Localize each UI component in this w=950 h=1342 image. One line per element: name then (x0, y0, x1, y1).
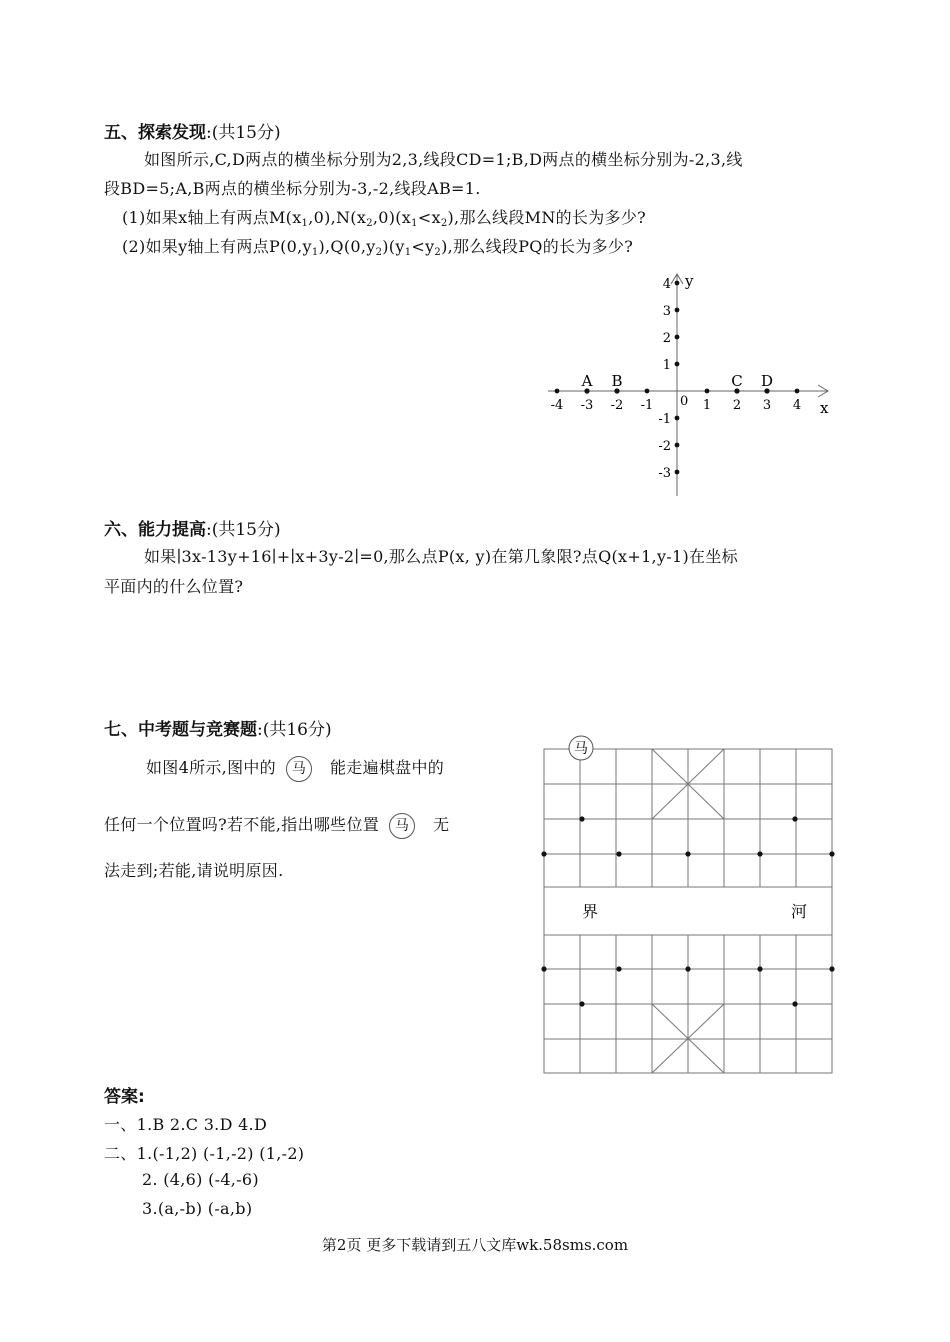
y-tick-label: 4 (662, 277, 671, 292)
y-tick-dot (675, 470, 680, 475)
q1-sub: 1 (411, 218, 418, 229)
x-tick-dot (555, 389, 560, 394)
y-tick-dot (675, 443, 680, 448)
section7-text: 任何一个位置吗?若不能,指出哪些位置 (104, 815, 380, 834)
page-footer: 第2页 更多下载请到五八文库wk.58sms.com (321, 1236, 629, 1254)
q1-sub: 2 (366, 218, 373, 229)
section6-title: 六、能力提高 (104, 520, 206, 540)
q1-sub: 1 (301, 218, 309, 229)
answers-title: 答案: (104, 1087, 145, 1107)
x-tick-label: -1 (640, 398, 654, 413)
x-tick-label: 2 (732, 398, 742, 413)
q1-part: <x (417, 208, 441, 227)
section7-title: 七、中考题与竞赛题 (104, 720, 257, 740)
point-label-b: B (611, 372, 623, 390)
q1-sub: 2 (440, 218, 448, 229)
y-tick-label: 1 (662, 358, 671, 373)
x-tick-dot (705, 389, 710, 394)
x-tick-dot (795, 389, 800, 394)
marker-dot (757, 851, 762, 856)
marker-dot (579, 816, 584, 821)
answers-line3: 2. (4,6) (-4,-6) (142, 1170, 259, 1189)
section6-points: :(共15分) (206, 520, 281, 540)
y-ticks (658, 277, 679, 481)
y-tick-dot (675, 281, 680, 286)
y-tick-dot (675, 362, 680, 367)
section5-question1 (122, 205, 646, 228)
q1-part: ),那么线段MN的长为多少? (447, 208, 647, 227)
coordinate-figure (540, 268, 840, 504)
marker-dot (792, 816, 797, 821)
marker-dot (685, 966, 690, 971)
section6-line1: 如果∣3x-13y+16∣+∣x+3y-2∣=0,那么点P(x, y)在第几象限?点Q(x+1,y-1)在坐标 (144, 547, 738, 566)
answers-line4: 3.(a,-b) (-a,b) (142, 1199, 253, 1218)
section5-question2 (122, 234, 633, 257)
origin-label: 0 (680, 394, 689, 409)
q2-part: )(y (382, 237, 405, 256)
section7-points: :(共16分) (257, 720, 332, 740)
q2-sub: 2 (375, 247, 383, 258)
horse-piece-icon: 马 (286, 756, 312, 782)
marker-dot (616, 851, 621, 856)
section6-line2: 平面内的什么位置? (104, 577, 244, 596)
x-axis-label: x (820, 399, 829, 417)
section7-line2 (104, 812, 449, 839)
x-tick-dot (645, 389, 650, 394)
marker-dot (792, 1001, 797, 1006)
horse-piece-icon: 马 (389, 813, 415, 839)
x-tick-label: 3 (762, 398, 772, 413)
q1-part: (1)如果x轴上有两点M(x (122, 208, 302, 227)
y-tick-dot (675, 416, 680, 421)
marker-dot (829, 966, 834, 971)
section7-text: 无 (433, 815, 450, 834)
river-label-left: 界 (581, 902, 599, 921)
q2-sub: 1 (404, 247, 412, 258)
y-axis-label: y (685, 272, 694, 290)
y-tick-dot (675, 308, 680, 313)
section7-text: 能走遍棋盘中的 (329, 758, 445, 777)
q2-part: ),那么线段PQ的长为多少? (441, 237, 634, 256)
q2-sub: 1 (311, 247, 319, 258)
x-tick-label: -4 (550, 398, 564, 413)
x-tick-label: -3 (580, 398, 594, 413)
section5-points: :(共15分) (206, 123, 281, 143)
x-tick-label: 4 (792, 398, 802, 413)
section7-line3: 法走到;若能,请说明原因. (104, 861, 284, 880)
river-label-right: 河 (790, 902, 808, 921)
marker-dot (541, 851, 546, 856)
section5-line2: 段BD=5;A,B两点的横坐标分别为-3,-2,线段AB=1. (104, 179, 481, 198)
marker-dot (829, 851, 834, 856)
q2-part: ),Q(0,y (318, 237, 376, 256)
horse-piece-label: 马 (574, 741, 588, 757)
q2-part: <y (411, 237, 435, 256)
y-tick-dot (675, 335, 680, 340)
marker-dot (757, 966, 762, 971)
x-tick-label: 1 (702, 398, 712, 413)
section5-line1: 如图所示,C,D两点的横坐标分别为2,3,线段CD=1;B,D两点的横坐标分别为-2,3,线 (144, 150, 743, 169)
q2-part: (2)如果y轴上有两点P(0,y (122, 237, 312, 256)
y-tick-label: 3 (662, 304, 671, 319)
q1-part: ,0)(x (372, 208, 412, 227)
marker-dot (685, 851, 690, 856)
chessboard-figure (538, 730, 838, 1078)
section7-heading (104, 715, 332, 740)
y-tick-label: -3 (658, 466, 671, 481)
marker-dot (616, 966, 621, 971)
section5-title: 五、探索发现 (104, 123, 206, 143)
point-label-d: D (760, 372, 774, 390)
x-tick-label: -2 (610, 398, 624, 413)
y-tick-label: -1 (658, 412, 671, 427)
y-tick-label: -2 (658, 439, 671, 454)
q1-part: ,0),N(x (308, 208, 367, 227)
section5-heading (104, 118, 281, 143)
y-tick-label: 2 (662, 331, 671, 346)
marker-dot (579, 1001, 584, 1006)
section6-heading (104, 515, 281, 540)
marker-dot (541, 966, 546, 971)
section7-line1 (146, 755, 444, 782)
point-label-c: C (731, 372, 743, 390)
section7-text: 如图4所示,图中的 (146, 758, 276, 777)
answers-line2: 二、1.(-1,2) (-1,-2) (1,-2) (104, 1144, 305, 1163)
q2-sub: 2 (434, 247, 442, 258)
point-label-a: A (581, 372, 593, 390)
answers-line1: 一、1.B 2.C 3.D 4.D (104, 1115, 268, 1134)
